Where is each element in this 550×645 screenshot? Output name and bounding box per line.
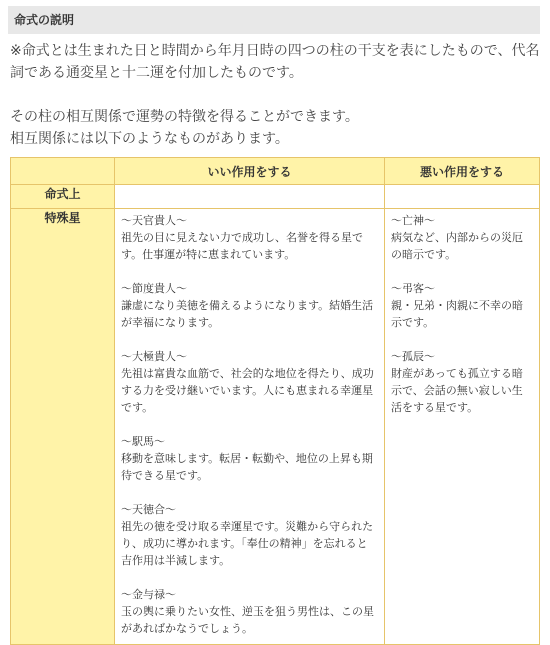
table-row-meishiki — [11, 185, 540, 209]
entry-desc: 謙虚になり美徳を備えるようになります。結婚生活が幸福になります。 — [121, 299, 374, 329]
entry-desc: 祖先の徳を受け取る幸運星です。災難から守られたり、成功に導かれます。「奉仕の精神」を忘れると吉作用は半減します。 — [121, 520, 374, 567]
entry-name: ～大極貴人～ — [121, 350, 187, 363]
column-header-bad: 悪い作用をする — [385, 158, 540, 185]
good-entry — [121, 212, 378, 263]
bad-effects-cell — [385, 209, 540, 645]
intro-paragraph-1: ※命式とは生まれた日と時間から年月日時の四つの柱の干支を表にしたもので、代名詞である通変星と十二運を付加したものです。 — [10, 43, 540, 81]
bad-entry — [391, 348, 533, 416]
entry-name: ～天官貴人～ — [121, 214, 187, 227]
entry-name: ～弔客～ — [391, 282, 435, 295]
table-row-special-stars — [11, 209, 540, 645]
good-entry — [121, 501, 378, 569]
bad-entry — [391, 212, 533, 263]
entry-desc: 玉の輿に乗りたい女性、逆玉を狙う男性は、この星があればかなうでしょう。 — [121, 605, 374, 635]
entry-name: ～節度貴人～ — [121, 282, 187, 295]
star-effects-table — [10, 157, 540, 645]
entry-desc: 移動を意味します。転居・転勤や、地位の上昇も期待できる星です。 — [121, 452, 373, 482]
good-effects-cell — [115, 209, 385, 645]
meishiki-bad-cell — [385, 185, 540, 209]
good-entry — [121, 586, 378, 637]
entry-name: ～亡神～ — [391, 214, 435, 227]
good-entry — [121, 280, 378, 331]
good-entry — [121, 433, 378, 484]
entry-desc: 財産があっても孤立する暗示で、会話の無い寂しい生活をする星です。 — [391, 367, 523, 414]
entry-desc: 先祖は富貴な血筋で、社会的な地位を得たり、成功する力を受け継いでいます。人にも恵まれる幸運星です。 — [121, 367, 374, 414]
section-title: 命式の説明 — [8, 6, 540, 34]
intro-paragraph-2-line-1: その柱の相互関係で運勢の特徴を得ることができます。 — [10, 109, 359, 125]
entry-desc: 親・兄弟・肉親に不幸の暗示です。 — [391, 299, 523, 329]
good-entry — [121, 348, 378, 416]
entry-name: ～天徳合～ — [121, 503, 176, 516]
entry-name: ～金与禄～ — [121, 588, 176, 601]
entry-name: ～駅馬～ — [121, 435, 165, 448]
row-label-meishiki: 命式上 — [11, 185, 115, 209]
entry-name: ～孤辰～ — [391, 350, 435, 363]
intro-paragraph-2 — [10, 106, 542, 150]
row-label-special-stars: 特殊星 — [11, 209, 115, 645]
bad-entry — [391, 280, 533, 331]
meishiki-good-cell — [115, 185, 385, 209]
table-corner-cell — [11, 158, 115, 185]
column-header-good: いい作用をする — [115, 158, 385, 185]
table-header-row — [11, 158, 540, 185]
entry-desc: 病気など、内部からの災厄の暗示です。 — [391, 231, 523, 261]
intro-paragraph-2-line-2: 相互関係には以下のようなものがあります。 — [10, 131, 289, 147]
entry-desc: 祖先の目に見えない力で成功し、名誉を得る星です。仕事運が特に恵まれています。 — [121, 231, 363, 261]
